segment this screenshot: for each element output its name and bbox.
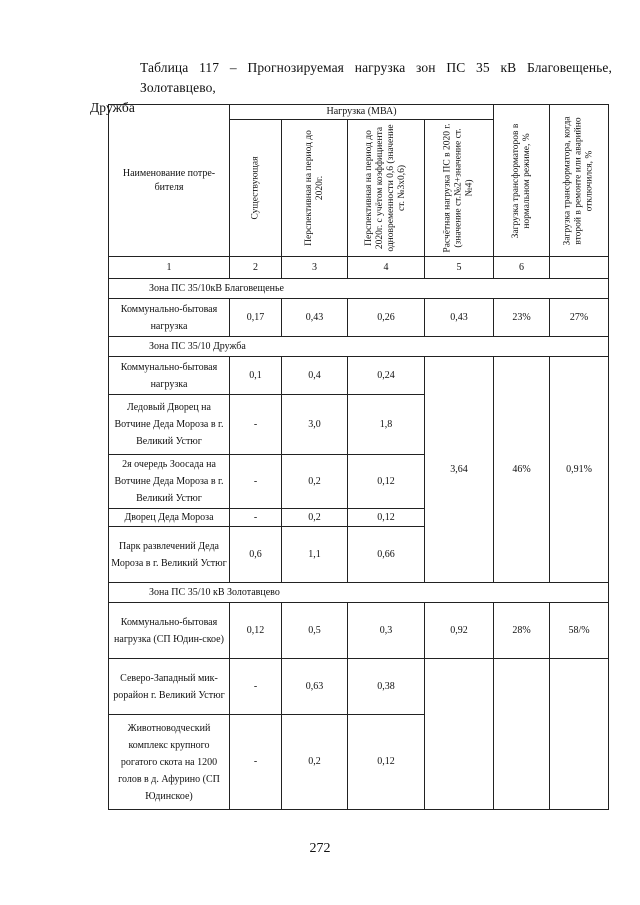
coef-value: 0,26 — [348, 299, 425, 337]
header-calculated: Расчётная нагрузка ПС в 2020 г. (значение ст.№2+значение ст.№4) — [425, 120, 494, 257]
coef-value: 0,12 — [348, 715, 425, 810]
existing-value: - — [230, 659, 282, 715]
prospective-value: 0,2 — [282, 715, 348, 810]
existing-value: 0,6 — [230, 527, 282, 583]
column-number: 5 — [425, 257, 494, 279]
calculated-value: 0,92 — [425, 603, 494, 659]
consumer-name: Дворец Деда Мороза — [109, 509, 230, 527]
repair-load-value: 27% — [550, 299, 609, 337]
header-load-group: Нагрузка (МВА) — [230, 105, 494, 120]
calculated-value: 3,64 — [425, 357, 494, 583]
existing-value: - — [230, 455, 282, 509]
coef-value: 0,24 — [348, 357, 425, 395]
header-prospective: Перспективная на период до 2020г. — [282, 120, 348, 257]
page-number: 272 — [309, 841, 331, 856]
column-number: 1 — [109, 257, 230, 279]
prospective-value: 0,5 — [282, 603, 348, 659]
column-number: 4 — [348, 257, 425, 279]
consumer-name: Коммунально-бытовая нагрузка — [109, 299, 230, 337]
existing-value: - — [230, 509, 282, 527]
consumer-name: Парк развлечений Деда Мороза в г. Великий Устюг — [109, 527, 230, 583]
table-row — [109, 659, 609, 715]
consumer-name: Коммунально-бытовая нагрузка (СП Юдин-ское) — [109, 603, 230, 659]
header-prospective-coef: Перспективная на период до 2020г. с учётом коэффициента одновременности 0,6 (значение ст. №3х0,6) — [348, 120, 425, 257]
consumer-name: 2я очередь Зоосада на Вотчине Деда Мороза в г. Великий Устюг — [109, 455, 230, 509]
coef-value: 1,8 — [348, 395, 425, 455]
table-row — [109, 357, 609, 395]
column-number-empty — [550, 257, 609, 279]
zone-row — [109, 583, 609, 603]
prospective-value: 3,0 — [282, 395, 348, 455]
calculated-value: 0,43 — [425, 299, 494, 337]
coef-value: 0,3 — [348, 603, 425, 659]
column-numbers-row — [109, 257, 609, 279]
coef-value: 0,12 — [348, 509, 425, 527]
prospective-value: 1,1 — [282, 527, 348, 583]
normal-load-value: 46% — [494, 357, 550, 583]
column-number: 6 — [494, 257, 550, 279]
zone-title-blagoveshchenye: Зона ПС 35/10кВ Благовещенье — [109, 279, 609, 299]
existing-value: 0,17 — [230, 299, 282, 337]
coef-value: 0,38 — [348, 659, 425, 715]
existing-value: 0,12 — [230, 603, 282, 659]
caption-line-1: Таблица 117 – Прогнозируемая нагрузка зон ПС 35 кВ Благовещенье, Золотавцево, — [140, 60, 612, 95]
coef-value: 0,12 — [348, 455, 425, 509]
consumer-name: Коммунально-бытовая нагрузка — [109, 357, 230, 395]
calculated-empty — [425, 659, 494, 810]
header-consumer: Наименование потре-бителя — [109, 105, 230, 257]
header-repair-mode: Загрузка трансформатора, когда второй в ремонте или аварийно отключился, % — [550, 105, 609, 257]
load-table — [108, 104, 609, 810]
normal-load-value: 28% — [494, 603, 550, 659]
repair-load-empty — [550, 659, 609, 810]
existing-value: - — [230, 715, 282, 810]
consumer-name: Животноводческий комплекс крупного рогатого скота на 1200 голов в д. Афурино (СП Юдинское) — [109, 715, 230, 810]
column-number: 2 — [230, 257, 282, 279]
table-row — [109, 299, 609, 337]
normal-load-value: 23% — [494, 299, 550, 337]
header-normal-mode: Загрузка трансформаторов в нормальном режиме, % — [494, 105, 550, 257]
repair-load-value: 58/% — [550, 603, 609, 659]
prospective-value: 0,63 — [282, 659, 348, 715]
column-number: 3 — [282, 257, 348, 279]
zone-row — [109, 279, 609, 299]
header-row-1 — [109, 105, 609, 120]
coef-value: 0,66 — [348, 527, 425, 583]
prospective-value: 0,4 — [282, 357, 348, 395]
header-existing: Существующая — [230, 120, 282, 257]
prospective-value: 0,2 — [282, 509, 348, 527]
zone-row — [109, 337, 609, 357]
zone-title-druzhba: Зона ПС 35/10 Дружба — [109, 337, 609, 357]
caption-line-2: Дружба — [90, 100, 135, 115]
prospective-value: 0,43 — [282, 299, 348, 337]
normal-load-empty — [494, 659, 550, 810]
consumer-name: Северо-Западный мик-рорайон г. Великий Устюг — [109, 659, 230, 715]
repair-load-value: 0,91% — [550, 357, 609, 583]
consumer-name: Ледовый Дворец на Вотчине Деда Мороза в г. Великий Устюг — [109, 395, 230, 455]
existing-value: - — [230, 395, 282, 455]
zone-title-zolotavtsevo: Зона ПС 35/10 кВ Золотавцево — [109, 583, 609, 603]
existing-value: 0,1 — [230, 357, 282, 395]
table-row — [109, 603, 609, 659]
prospective-value: 0,2 — [282, 455, 348, 509]
